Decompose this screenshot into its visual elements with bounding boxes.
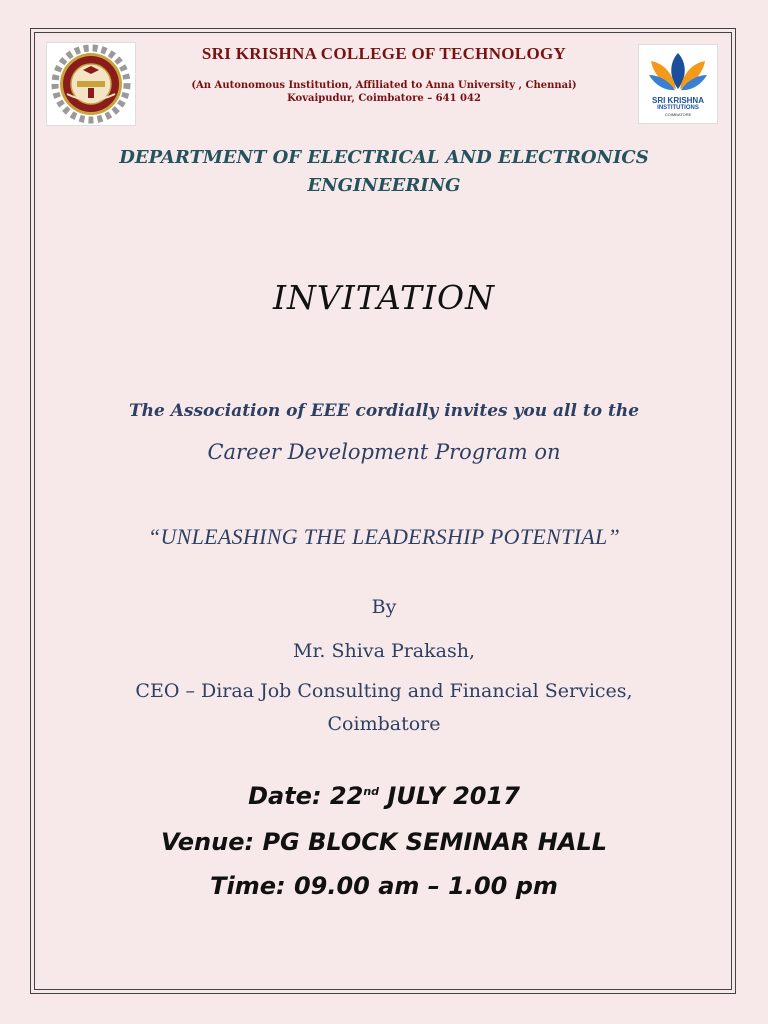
logo-brand-name: SRI KRISHNA bbox=[651, 96, 704, 105]
logo-brand-city: COIMBATORE bbox=[664, 112, 692, 117]
event-date bbox=[0, 782, 768, 810]
college-address: Kovaipudur, Coimbatore – 641 042 bbox=[287, 93, 481, 104]
institutions-logo bbox=[638, 44, 718, 124]
event-venue: Venue: PG BLOCK SEMINAR HALL bbox=[160, 828, 608, 856]
college-logo bbox=[46, 42, 136, 126]
college-gear-emblem-icon bbox=[47, 43, 135, 125]
college-affiliation: (An Autonomous Institution, Affiliated to Anna University , Chennai) bbox=[191, 80, 577, 91]
speaker-city: Coimbatore bbox=[327, 713, 441, 735]
date-day: 22 bbox=[329, 782, 364, 810]
speaker-role: CEO – Diraa Job Consulting and Financial Services, bbox=[135, 680, 633, 702]
college-name: SRI KRISHNA COLLEGE OF TECHNOLOGY bbox=[201, 44, 567, 63]
institutions-logo-text bbox=[639, 97, 717, 117]
program-line: Career Development Program on bbox=[207, 440, 561, 464]
department-heading bbox=[60, 144, 708, 200]
date-rest: JULY 2017 bbox=[379, 782, 520, 810]
department-line-1: DEPARTMENT OF ELECTRICAL AND ELECTRONICS bbox=[119, 147, 649, 168]
department-line-2: ENGINEERING bbox=[307, 175, 461, 196]
invitation-title: INVITATION bbox=[273, 278, 495, 317]
by-label: By bbox=[371, 596, 397, 618]
event-time: Time: 09.00 am – 1.00 pm bbox=[210, 872, 558, 900]
date-label: Date: bbox=[248, 782, 330, 810]
logo-brand-subtitle: INSTITUTIONS bbox=[657, 105, 699, 111]
invite-line: The Association of EEE cordially invites you all to the bbox=[128, 401, 640, 421]
program-topic: “UNLEASHING THE LEADERSHIP POTENTIAL” bbox=[147, 524, 621, 549]
lotus-emblem-icon bbox=[639, 47, 717, 97]
speaker-name: Mr. Shiva Prakash, bbox=[292, 640, 476, 662]
date-suffix: nd bbox=[363, 785, 380, 798]
